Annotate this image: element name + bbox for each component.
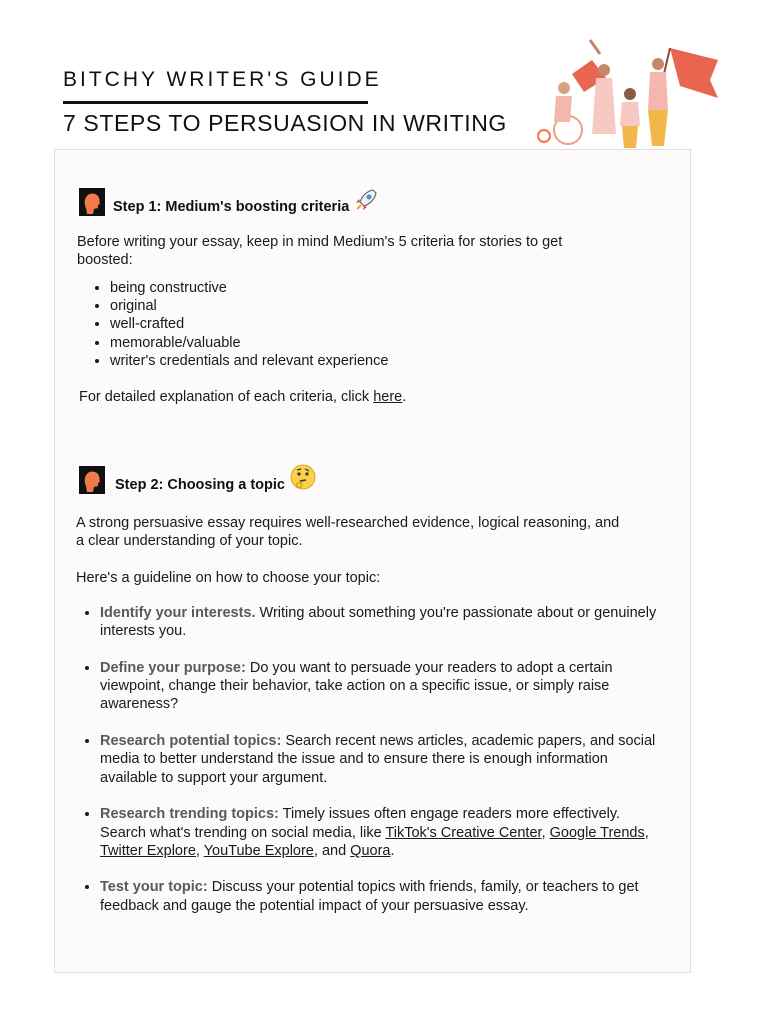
here-link[interactable]: here [373, 389, 403, 405]
item-end: . [390, 842, 395, 859]
list-item [100, 878, 660, 915]
page-title: 7 STEPS TO PERSUASION IN WRITING [63, 110, 507, 136]
criteria-note-end: . [402, 389, 407, 405]
list-item [100, 732, 660, 787]
youtube-explore-link[interactable]: YouTube Explore [203, 842, 314, 859]
list-item [100, 805, 660, 860]
guideline-intro: Here's a guideline on how to choose your topic: [76, 570, 381, 586]
rocket-icon [353, 187, 379, 213]
item-lead: Research potential topics: [100, 733, 282, 750]
item-lead: Identify your interests. [100, 605, 256, 621]
step2-title: Step 2: Choosing a topic [115, 477, 285, 493]
criteria-note [79, 388, 406, 406]
list-item [100, 604, 660, 641]
tiktok-creative-center-link[interactable]: TikTok's Creative Center [385, 824, 542, 841]
twitter-explore-link[interactable]: Twitter Explore [100, 842, 196, 859]
link-separator: , [541, 824, 550, 841]
step2-intro: A strong persuasive essay requires well-researched evidence, logical reasoning, and a clear understanding of your topic. [76, 515, 620, 550]
item-text: Writing about something you're passionate about or genuinely interests you. [100, 605, 657, 640]
step1-title: Step 1: Medium's boosting criteria [113, 199, 350, 215]
topic-guideline-list [80, 604, 660, 933]
step2-heading [79, 466, 317, 494]
list-item: • original [110, 297, 388, 315]
head-silhouette-icon [79, 466, 105, 494]
item-text: Discuss your potential topics with friends, family, or teachers to get feedback and gauge the potential impact of your persuasive essay. [100, 879, 639, 914]
criteria-list [77, 279, 388, 370]
step1-intro: Before writing your essay, keep in mind Medium's 5 criteria for stories to get boosted: [77, 234, 563, 269]
item-text: Do you want to persuade your readers to adopt a certain viewpoint, change their behavior, take action on a specific issue, or simply raise awareness? [100, 659, 613, 713]
item-text: Timely issues often engage readers more effectively. Search what's trending on social media, like [100, 806, 621, 841]
item-text: Search recent news articles, academic papers, and social media to better understand the issue and to ensure there is enough information available to support your argument. [100, 733, 656, 786]
list-item: • memorable/valuable [110, 334, 388, 352]
item-lead: Research trending topics: [100, 806, 279, 823]
head-silhouette-icon [79, 188, 105, 216]
list-item [100, 659, 660, 714]
thinking-face-icon [289, 463, 317, 491]
link-separator: , [195, 842, 204, 859]
link-separator: , [644, 824, 649, 841]
brand-title: BITCHY WRITER'S GUIDE [63, 68, 382, 91]
protest-illustration [530, 30, 720, 152]
step1-heading [79, 188, 379, 216]
list-item: • well-crafted [110, 315, 388, 333]
list-item: • being constructive [110, 279, 388, 297]
criteria-note-text: For detailed explanation of each criteria, click [79, 389, 374, 405]
list-item: • writer's credentials and relevant experience [110, 352, 388, 370]
title-divider [63, 101, 368, 104]
item-lead: Test your topic: [100, 879, 208, 896]
google-trends-link[interactable]: Google Trends [549, 824, 645, 841]
quora-link[interactable]: Quora [350, 842, 391, 859]
link-separator: , and [313, 842, 347, 859]
item-lead: Define your purpose: [100, 659, 246, 676]
